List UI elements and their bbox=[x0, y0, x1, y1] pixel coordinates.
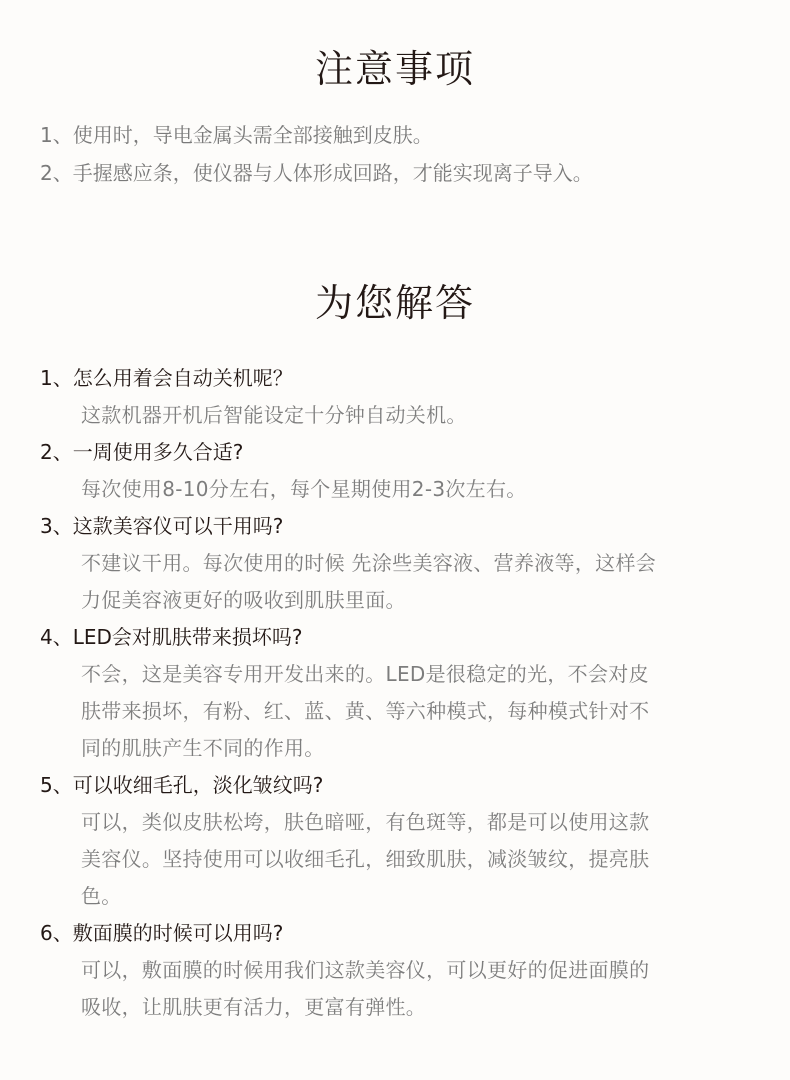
faq-question: 3、这款美容仪可以干用吗? bbox=[40, 514, 284, 538]
faq-answer-line: 可以，类似皮肤松垮，肤色暗哑，有色斑等，都是可以使用这款 bbox=[81, 810, 650, 834]
faq-item bbox=[40, 434, 764, 508]
faq-answer-line: 力促美容液更好的吸收到肌肤里面。 bbox=[81, 588, 406, 612]
faq-answer-line: 这款机器开机后智能设定十分钟自动关机。 bbox=[81, 403, 467, 427]
faq-question: 5、可以收细毛孔，淡化皱纹吗? bbox=[40, 773, 324, 797]
notes-title: 注意事项 bbox=[314, 47, 475, 91]
faq-answer bbox=[40, 545, 764, 619]
faq-answer-line: 可以，敷面膜的时候用我们这款美容仪，可以更好的促进面膜的 bbox=[81, 958, 650, 982]
faq-answer-line: 不建议干用。每次使用的时候 先涂些美容液、营养液等，这样会 bbox=[81, 551, 657, 575]
faq-answer-line: 美容仪。坚持使用可以收细毛孔，细致肌肤，减淡皱纹，提亮肤 bbox=[81, 847, 650, 871]
faq-item bbox=[40, 508, 764, 619]
note-item: 1、使用时，导电金属头需全部接触到皮肤。 bbox=[40, 123, 433, 147]
faq-item bbox=[40, 767, 764, 915]
faq-question: 2、一周使用多久合适? bbox=[40, 440, 244, 464]
faq-answer-line: 肤带来损坏，有粉、红、蓝、黄、等六种模式，每种模式针对不 bbox=[81, 699, 650, 723]
faq-answer bbox=[40, 656, 764, 767]
faq-answer-line: 吸收，让肌肤更有活力，更富有弹性。 bbox=[81, 995, 427, 1019]
notes-list bbox=[40, 116, 770, 192]
faq-answer bbox=[40, 397, 764, 434]
faq-answer-line: 每次使用8-10分左右，每个星期使用2-3次左右。 bbox=[81, 477, 527, 501]
faq-answer-line: 不会，这是美容专用开发出来的。LED是很稳定的光，不会对皮 bbox=[81, 662, 649, 686]
faq-list bbox=[40, 360, 764, 1026]
faq-answer bbox=[40, 952, 764, 1026]
faq-question: 1、怎么用着会自动关机呢？ bbox=[40, 366, 293, 390]
faq-question: 4、LED会对肌肤带来损坏吗? bbox=[40, 625, 303, 649]
faq-title: 为您解答 bbox=[314, 281, 475, 325]
faq-answer-line: 同的肌肤产生不同的作用。 bbox=[81, 736, 325, 760]
faq-answer bbox=[40, 471, 764, 508]
faq-question: 6、敷面膜的时候可以用吗? bbox=[40, 921, 284, 945]
faq-answer bbox=[40, 804, 764, 915]
faq-answer-line: 色。 bbox=[81, 884, 122, 908]
faq-item bbox=[40, 360, 764, 434]
faq-item bbox=[40, 915, 764, 1026]
faq-item bbox=[40, 619, 764, 767]
note-item: 2、手握感应条，使仪器与人体形成回路，才能实现离子导入。 bbox=[40, 161, 593, 185]
